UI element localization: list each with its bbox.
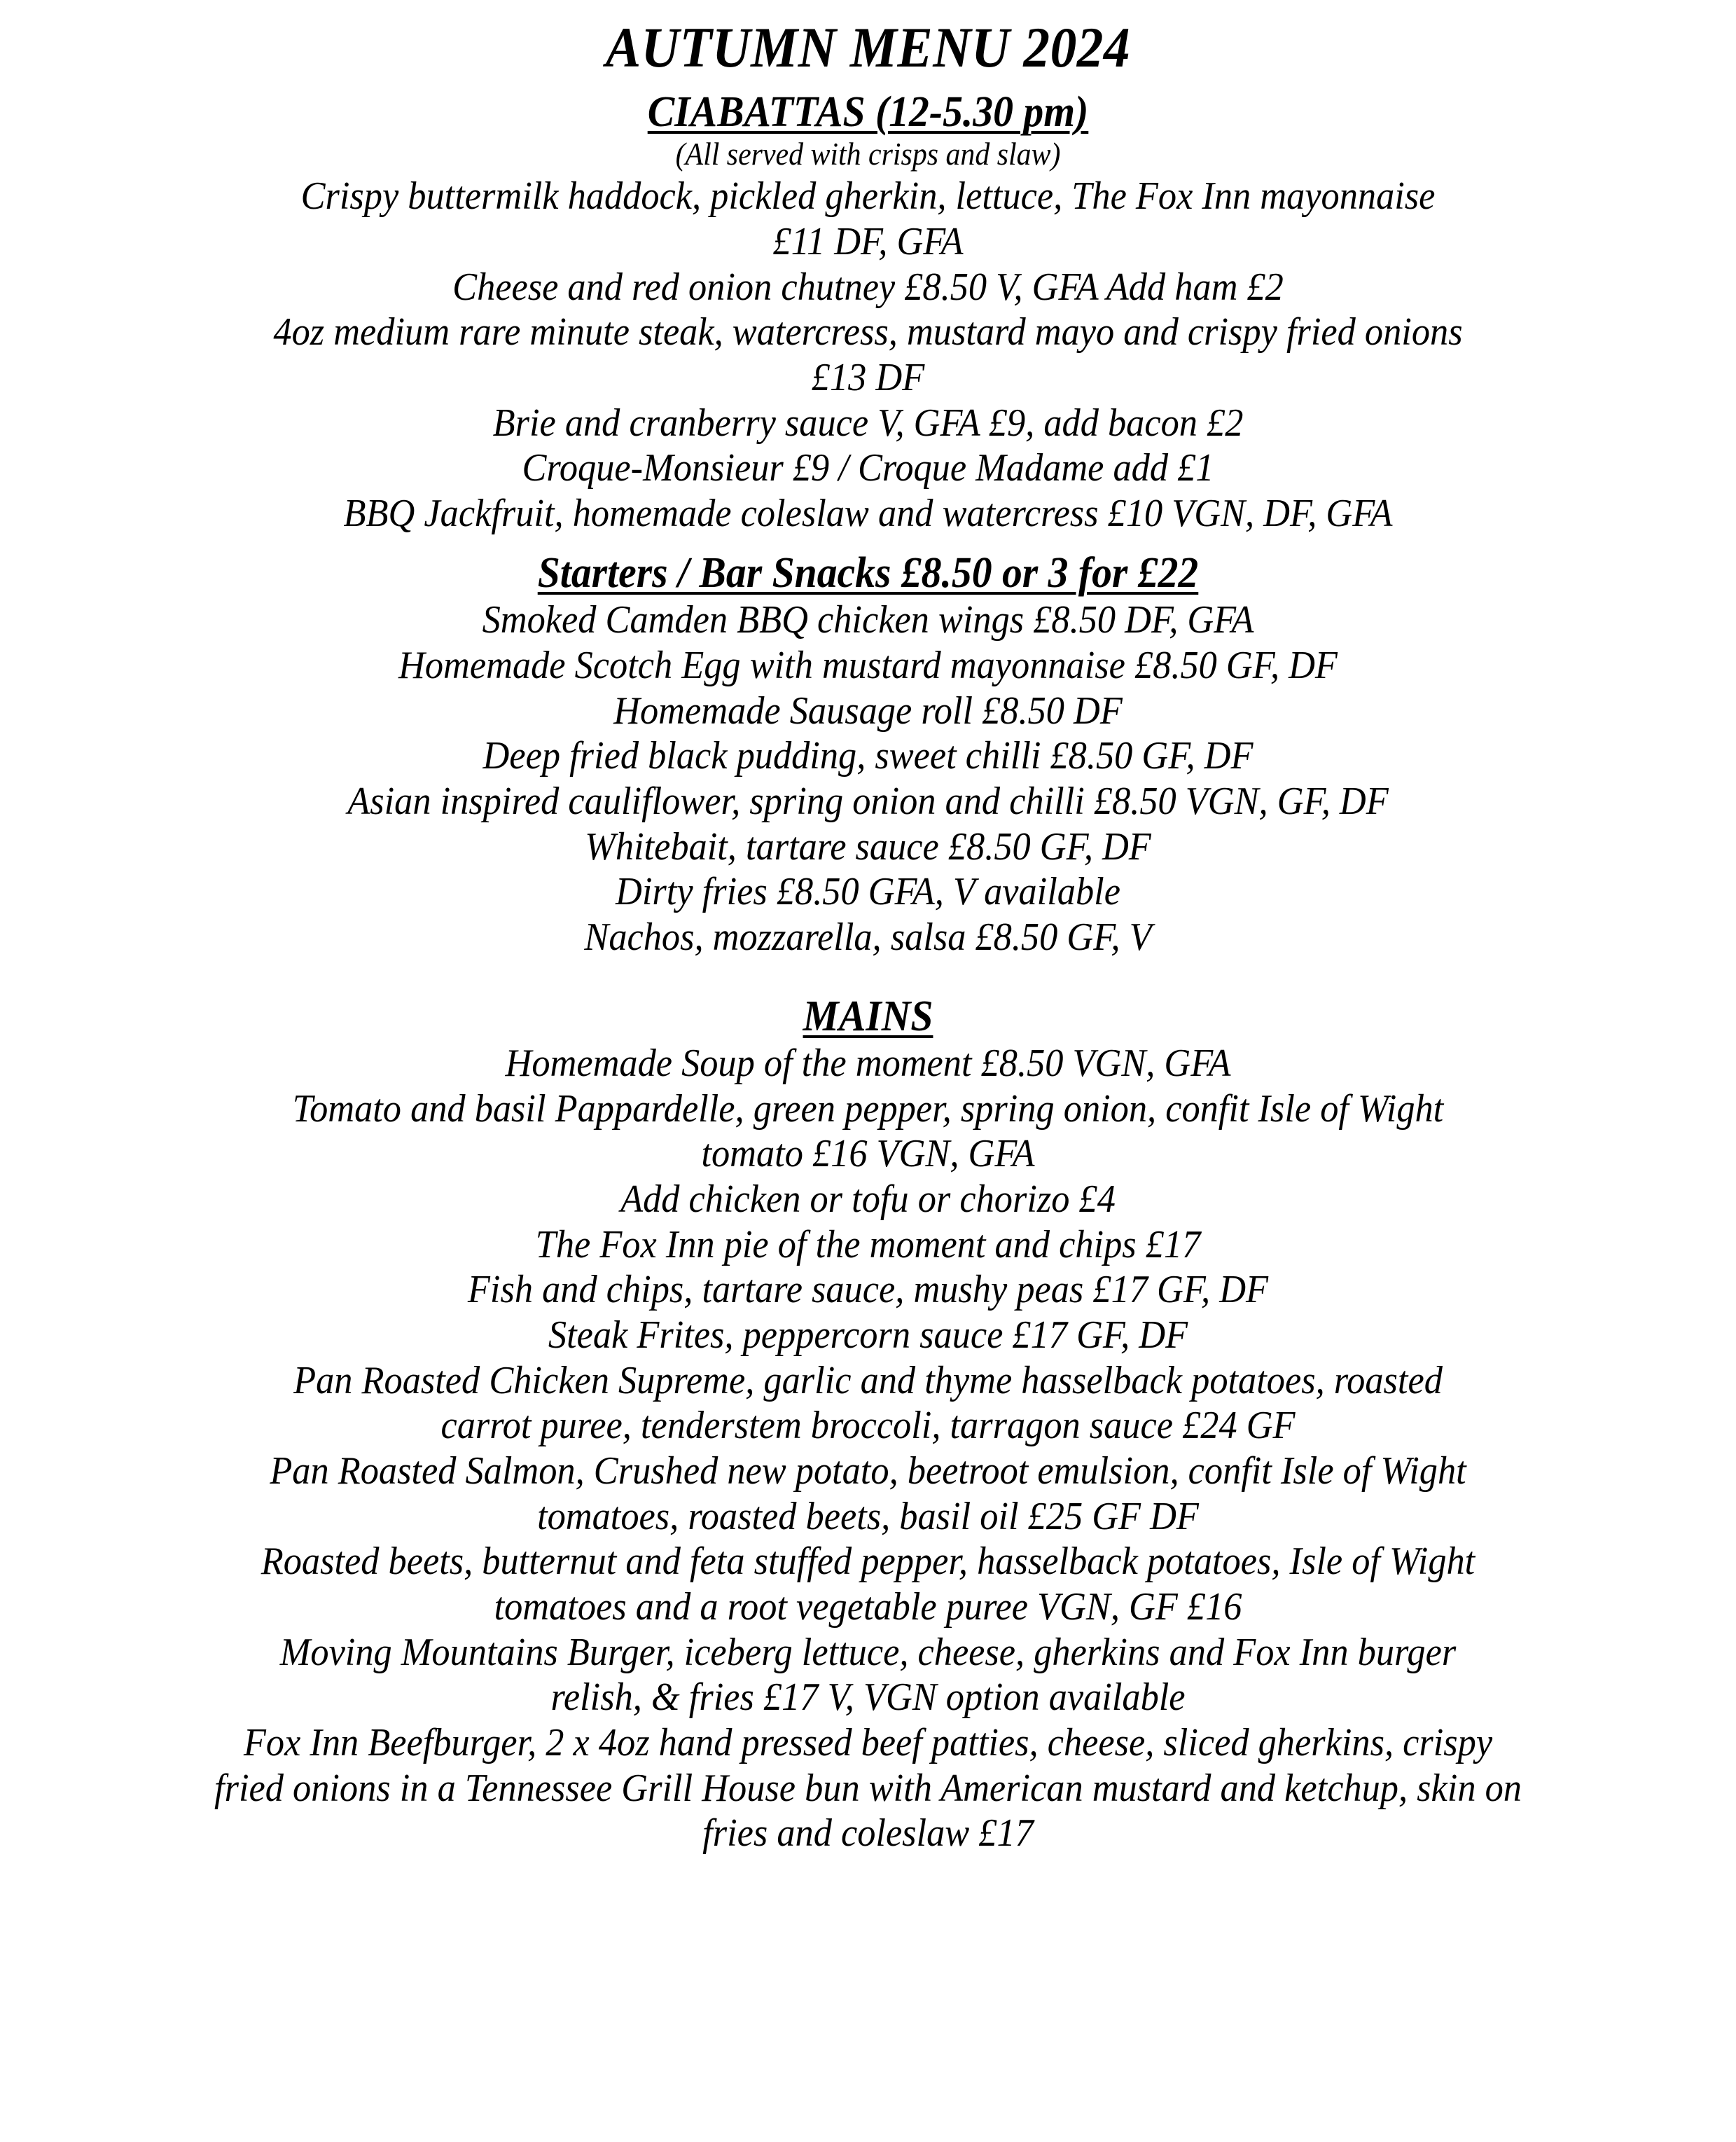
section-spacer xyxy=(24,537,1712,549)
menu-section-starters xyxy=(24,549,1712,960)
menu-line: Cheese and red onion chutney £8.50 V, GFA Add ham £2 xyxy=(452,265,1284,309)
section-header-ciabattas: CIABATTAS (12-5.30 pm) xyxy=(647,88,1089,136)
menu-sections xyxy=(24,88,1712,1856)
menu-section-mains xyxy=(24,993,1712,1857)
menu-line: fried onions in a Tennessee Grill House bun with American mustard and ketchup, skin on xyxy=(214,1766,1522,1810)
section-spacer xyxy=(24,960,1712,993)
menu-line: Fox Inn Beefburger, 2 x 4oz hand pressed beef patties, cheese, sliced gherkins, crispy xyxy=(243,1721,1493,1765)
menu-line: relish, & fries £17 V, VGN option available xyxy=(550,1675,1186,1720)
menu-line: Homemade Soup of the moment £8.50 VGN, GFA xyxy=(505,1041,1231,1085)
menu-line: Tomato and basil Pappardelle, green pepper, spring onion, confit Isle of Wight xyxy=(292,1086,1444,1131)
menu-line: tomatoes, roasted beets, basil oil £25 GF DF xyxy=(537,1494,1199,1538)
menu-line: £11 DF, GFA xyxy=(772,220,964,264)
menu-line: The Fox Inn pie of the moment and chips £17 xyxy=(535,1222,1201,1266)
menu-line: carrot puree, tenderstem broccoli, tarragon sauce £24 GF xyxy=(440,1404,1296,1448)
menu-line: Homemade Scotch Egg with mustard mayonnaise £8.50 GF, DF xyxy=(398,643,1338,687)
menu-line: BBQ Jackfruit, homemade coleslaw and watercress £10 VGN, DF, GFA xyxy=(343,492,1393,536)
section-header-starters: Starters / Bar Snacks £8.50 or 3 for £22 xyxy=(537,548,1199,597)
menu-line: Roasted beets, butternut and feta stuffed pepper, hasselback potatoes, Isle of Wight xyxy=(261,1540,1475,1584)
menu-line: Add chicken or tofu or chorizo £4 xyxy=(620,1177,1116,1221)
menu-line: tomato £16 VGN, GFA xyxy=(701,1132,1035,1176)
menu-line: 4oz medium rare minute steak, watercress, mustard mayo and crispy fried onions xyxy=(273,310,1463,354)
menu-line: tomatoes and a root vegetable puree VGN, GF £16 xyxy=(494,1585,1242,1629)
menu-section-ciabattas xyxy=(24,88,1712,537)
menu-line: Pan Roasted Chicken Supreme, garlic and thyme hasselback potatoes, roasted xyxy=(293,1358,1443,1402)
menu-line: Fish and chips, tartare sauce, mushy peas £17 GF, DF xyxy=(467,1268,1269,1312)
menu-line: Crispy buttermilk haddock, pickled gherkin, lettuce, The Fox Inn mayonnaise xyxy=(300,174,1436,219)
menu-line: Steak Frites, peppercorn sauce £17 GF, DF xyxy=(548,1313,1188,1357)
section-subnote-ciabattas: (All served with crisps and slaw) xyxy=(675,137,1061,172)
menu-line: £13 DF xyxy=(811,356,925,400)
menu-line: Homemade Sausage roll £8.50 DF xyxy=(613,689,1123,733)
page-title: AUTUMN MENU 2024 xyxy=(605,15,1131,79)
menu-line: Dirty fries £8.50 GFA, V available xyxy=(616,870,1120,914)
menu-line: Pan Roasted Salmon, Crushed new potato, beetroot emulsion, confit Isle of Wight xyxy=(270,1449,1466,1493)
menu-line: Whitebait, tartare sauce £8.50 GF, DF xyxy=(585,824,1151,869)
menu-line: Brie and cranberry sauce V, GFA £9, add bacon £2 xyxy=(492,401,1244,445)
menu-line: Deep fried black pudding, sweet chilli £8.50 GF, DF xyxy=(482,734,1254,778)
menu-line: fries and coleslaw £17 xyxy=(702,1811,1034,1856)
menu-line: Croque-Monsieur £9 / Croque Madame add £1 xyxy=(522,446,1214,490)
menu-line: Asian inspired cauliflower, spring onion and chilli £8.50 VGN, GF, DF xyxy=(347,779,1389,823)
menu-line: Nachos, mozzarella, salsa £8.50 GF, V xyxy=(584,915,1152,959)
menu-line: Moving Mountains Burger, iceberg lettuce, cheese, gherkins and Fox Inn burger xyxy=(279,1630,1457,1674)
menu-line: Smoked Camden BBQ chicken wings £8.50 DF, GFA xyxy=(482,598,1254,642)
section-header-mains: MAINS xyxy=(803,992,933,1040)
